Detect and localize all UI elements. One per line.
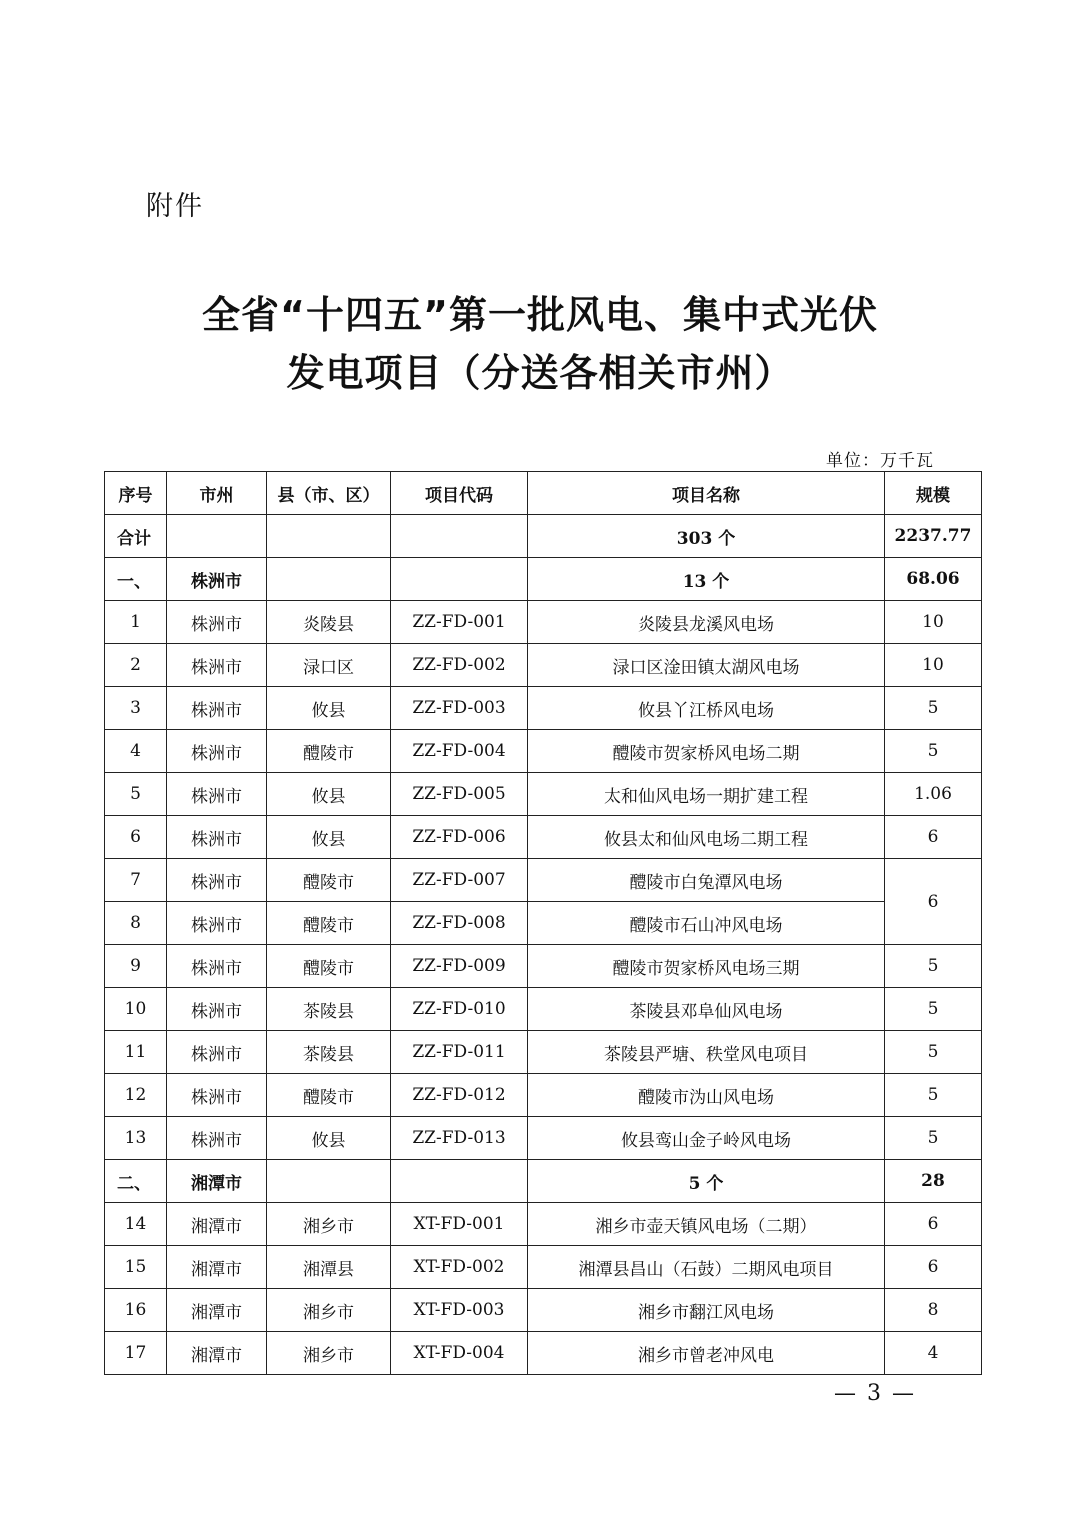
table-row bbox=[105, 1117, 982, 1160]
header-cell-scale: 规模 bbox=[885, 472, 982, 515]
group-row bbox=[105, 1160, 982, 1203]
row-project-name: 攸县鸾山金子岭风电场 bbox=[528, 1117, 885, 1160]
row-project-name: 炎陵县龙溪风电场 bbox=[528, 601, 885, 644]
row-city: 株洲市 bbox=[167, 859, 267, 902]
row-scale: 5 bbox=[885, 945, 982, 988]
header-cell-code: 项目代码 bbox=[391, 472, 528, 515]
row-scale: 5 bbox=[885, 1074, 982, 1117]
table-row bbox=[105, 644, 982, 687]
row-scale: 5 bbox=[885, 988, 982, 1031]
row-county: 炎陵县 bbox=[267, 601, 391, 644]
row-scale: 10 bbox=[885, 601, 982, 644]
empty-cell bbox=[267, 1160, 391, 1203]
total-row bbox=[105, 515, 982, 558]
table-row bbox=[105, 1031, 982, 1074]
table-row bbox=[105, 1332, 982, 1375]
group-city: 株洲市 bbox=[167, 558, 267, 601]
row-project-name: 醴陵市贺家桥风电场二期 bbox=[528, 730, 885, 773]
row-county: 湘潭县 bbox=[267, 1246, 391, 1289]
row-county: 渌口区 bbox=[267, 644, 391, 687]
row-code: ZZ-FD-010 bbox=[391, 988, 528, 1031]
table-row bbox=[105, 773, 982, 816]
row-code: XT-FD-002 bbox=[391, 1246, 528, 1289]
row-code: ZZ-FD-004 bbox=[391, 730, 528, 773]
row-code: ZZ-FD-009 bbox=[391, 945, 528, 988]
group-row bbox=[105, 558, 982, 601]
row-no: 17 bbox=[105, 1332, 167, 1375]
row-code: ZZ-FD-002 bbox=[391, 644, 528, 687]
page-number: — 3 — bbox=[834, 1381, 916, 1406]
unit-label: 单位：万千瓦 bbox=[826, 451, 934, 471]
empty-cell bbox=[391, 515, 528, 558]
row-no: 4 bbox=[105, 730, 167, 773]
total-scale: 2237.77 bbox=[885, 515, 982, 558]
row-city: 株洲市 bbox=[167, 687, 267, 730]
row-city: 湘潭市 bbox=[167, 1289, 267, 1332]
table-row bbox=[105, 1074, 982, 1117]
row-code: XT-FD-003 bbox=[391, 1289, 528, 1332]
empty-cell bbox=[267, 515, 391, 558]
row-city: 湘潭市 bbox=[167, 1203, 267, 1246]
row-city: 株洲市 bbox=[167, 1074, 267, 1117]
table-row bbox=[105, 1203, 982, 1246]
header-cell-name: 项目名称 bbox=[528, 472, 885, 515]
row-project-name: 醴陵市白兔潭风电场 bbox=[528, 859, 885, 902]
table-row bbox=[105, 988, 982, 1031]
empty-cell bbox=[267, 558, 391, 601]
row-county: 茶陵县 bbox=[267, 988, 391, 1031]
row-project-name: 攸县太和仙风电场二期工程 bbox=[528, 816, 885, 859]
row-county: 攸县 bbox=[267, 687, 391, 730]
table-row bbox=[105, 601, 982, 644]
row-no: 8 bbox=[105, 902, 167, 945]
table-row bbox=[105, 730, 982, 773]
row-county: 醴陵市 bbox=[267, 1074, 391, 1117]
table-row bbox=[105, 1289, 982, 1332]
row-city: 株洲市 bbox=[167, 601, 267, 644]
group-scale: 28 bbox=[885, 1160, 982, 1203]
row-county: 攸县 bbox=[267, 1117, 391, 1160]
row-no: 14 bbox=[105, 1203, 167, 1246]
row-no: 5 bbox=[105, 773, 167, 816]
row-scale: 10 bbox=[885, 644, 982, 687]
row-city: 株洲市 bbox=[167, 730, 267, 773]
row-city: 株洲市 bbox=[167, 988, 267, 1031]
row-city: 株洲市 bbox=[167, 1117, 267, 1160]
row-city: 株洲市 bbox=[167, 945, 267, 988]
row-county: 湘乡市 bbox=[267, 1332, 391, 1375]
row-project-name: 湘乡市翻江风电场 bbox=[528, 1289, 885, 1332]
row-no: 6 bbox=[105, 816, 167, 859]
row-no: 3 bbox=[105, 687, 167, 730]
row-scale: 4 bbox=[885, 1332, 982, 1375]
row-project-name: 醴陵市沩山风电场 bbox=[528, 1074, 885, 1117]
project-table bbox=[104, 471, 982, 1375]
table-row bbox=[105, 902, 982, 945]
table-row bbox=[105, 816, 982, 859]
table-row bbox=[105, 859, 982, 902]
row-county: 湘乡市 bbox=[267, 1203, 391, 1246]
table-row bbox=[105, 945, 982, 988]
row-scale-merged: 6 bbox=[885, 859, 982, 945]
row-county: 醴陵市 bbox=[267, 730, 391, 773]
row-code: XT-FD-001 bbox=[391, 1203, 528, 1246]
row-project-name: 茶陵县严塘、秩堂风电项目 bbox=[528, 1031, 885, 1074]
row-scale: 1.06 bbox=[885, 773, 982, 816]
row-code: ZZ-FD-001 bbox=[391, 601, 528, 644]
document-title-line-2: 发电项目（分送各相关市州） bbox=[286, 351, 794, 395]
row-county: 茶陵县 bbox=[267, 1031, 391, 1074]
row-no: 2 bbox=[105, 644, 167, 687]
row-no: 12 bbox=[105, 1074, 167, 1117]
row-project-name: 茶陵县邓阜仙风电场 bbox=[528, 988, 885, 1031]
document-title-line-1: 全省“十四五”第一批风电、集中式光伏 bbox=[202, 293, 878, 337]
group-city: 湘潭市 bbox=[167, 1160, 267, 1203]
row-county: 醴陵市 bbox=[267, 902, 391, 945]
header-cell-index: 序号 bbox=[105, 472, 167, 515]
row-scale: 8 bbox=[885, 1289, 982, 1332]
row-code: ZZ-FD-007 bbox=[391, 859, 528, 902]
row-scale: 5 bbox=[885, 730, 982, 773]
row-county: 攸县 bbox=[267, 773, 391, 816]
empty-cell bbox=[391, 558, 528, 601]
empty-cell bbox=[391, 1160, 528, 1203]
row-project-name: 湘乡市壶天镇风电场（二期） bbox=[528, 1203, 885, 1246]
row-city: 株洲市 bbox=[167, 773, 267, 816]
row-code: ZZ-FD-011 bbox=[391, 1031, 528, 1074]
row-scale: 5 bbox=[885, 687, 982, 730]
row-code: ZZ-FD-003 bbox=[391, 687, 528, 730]
row-county: 醴陵市 bbox=[267, 859, 391, 902]
row-no: 9 bbox=[105, 945, 167, 988]
row-code: ZZ-FD-013 bbox=[391, 1117, 528, 1160]
row-county: 湘乡市 bbox=[267, 1289, 391, 1332]
row-no: 10 bbox=[105, 988, 167, 1031]
group-index: 一、 bbox=[105, 558, 167, 601]
row-city: 湘潭市 bbox=[167, 1246, 267, 1289]
row-scale: 5 bbox=[885, 1031, 982, 1074]
group-scale: 68.06 bbox=[885, 558, 982, 601]
header-cell-county: 县（市、区） bbox=[267, 472, 391, 515]
row-project-name: 湘潭县昌山（石鼓）二期风电项目 bbox=[528, 1246, 885, 1289]
row-code: XT-FD-004 bbox=[391, 1332, 528, 1375]
row-no: 7 bbox=[105, 859, 167, 902]
row-project-name: 湘乡市曾老冲风电 bbox=[528, 1332, 885, 1375]
table-row bbox=[105, 1246, 982, 1289]
row-no: 16 bbox=[105, 1289, 167, 1332]
row-scale: 5 bbox=[885, 1117, 982, 1160]
row-no: 11 bbox=[105, 1031, 167, 1074]
row-city: 株洲市 bbox=[167, 816, 267, 859]
row-scale: 6 bbox=[885, 1246, 982, 1289]
row-project-name: 渌口区淦田镇太湖风电场 bbox=[528, 644, 885, 687]
row-code: ZZ-FD-005 bbox=[391, 773, 528, 816]
row-county: 醴陵市 bbox=[267, 945, 391, 988]
total-project-count: 303 个 bbox=[528, 515, 885, 558]
row-project-name: 太和仙风电场一期扩建工程 bbox=[528, 773, 885, 816]
group-project-count: 5 个 bbox=[528, 1160, 885, 1203]
row-project-name: 醴陵市石山冲风电场 bbox=[528, 902, 885, 945]
group-project-count: 13 个 bbox=[528, 558, 885, 601]
row-city: 株洲市 bbox=[167, 902, 267, 945]
empty-cell bbox=[167, 515, 267, 558]
row-code: ZZ-FD-012 bbox=[391, 1074, 528, 1117]
row-no: 1 bbox=[105, 601, 167, 644]
row-no: 15 bbox=[105, 1246, 167, 1289]
row-city: 株洲市 bbox=[167, 644, 267, 687]
group-index: 二、 bbox=[105, 1160, 167, 1203]
row-code: ZZ-FD-006 bbox=[391, 816, 528, 859]
table-row bbox=[105, 687, 982, 730]
row-city: 湘潭市 bbox=[167, 1332, 267, 1375]
row-scale: 6 bbox=[885, 1203, 982, 1246]
row-city: 株洲市 bbox=[167, 1031, 267, 1074]
row-scale: 6 bbox=[885, 816, 982, 859]
header-cell-city: 市州 bbox=[167, 472, 267, 515]
row-project-name: 攸县丫江桥风电场 bbox=[528, 687, 885, 730]
row-code: ZZ-FD-008 bbox=[391, 902, 528, 945]
table-header-row bbox=[105, 472, 982, 515]
row-county: 攸县 bbox=[267, 816, 391, 859]
row-project-name: 醴陵市贺家桥风电场三期 bbox=[528, 945, 885, 988]
row-no: 13 bbox=[105, 1117, 167, 1160]
attachment-label: 附件 bbox=[146, 191, 204, 222]
total-label: 合计 bbox=[105, 515, 167, 558]
